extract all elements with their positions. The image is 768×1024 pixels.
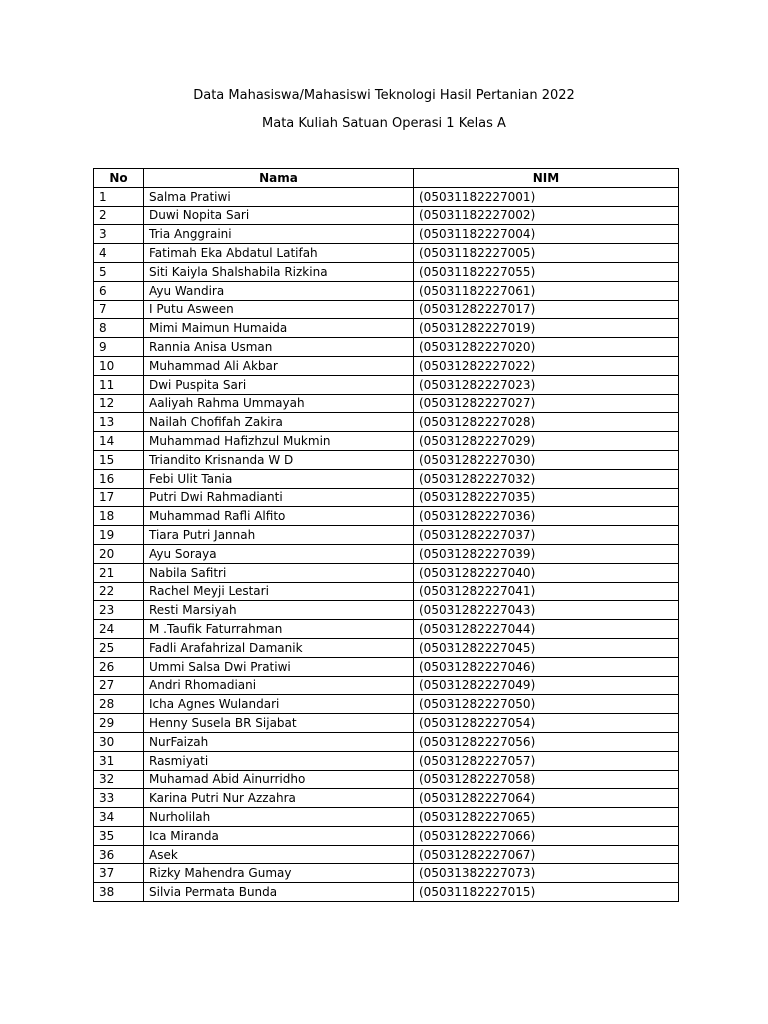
row-number: 1 bbox=[94, 187, 144, 206]
row-number: 16 bbox=[94, 469, 144, 488]
row-number: 28 bbox=[94, 695, 144, 714]
table-row bbox=[94, 676, 679, 695]
student-nim: (05031282227035) bbox=[414, 488, 679, 507]
student-nim: (05031282227056) bbox=[414, 732, 679, 751]
row-number: 21 bbox=[94, 563, 144, 582]
student-name: Ayu Soraya bbox=[144, 544, 414, 563]
student-name: Nabila Safitri bbox=[144, 563, 414, 582]
table-row bbox=[94, 300, 679, 319]
row-number: 15 bbox=[94, 450, 144, 469]
student-nim: (05031282227050) bbox=[414, 695, 679, 714]
student-name: Ica Miranda bbox=[144, 826, 414, 845]
row-number: 8 bbox=[94, 319, 144, 338]
table-row bbox=[94, 507, 679, 526]
document-title: Data Mahasiswa/Mahasiswi Teknologi Hasil Pertanian 2022 bbox=[193, 88, 575, 103]
table-row bbox=[94, 450, 679, 469]
student-name: I Putu Asween bbox=[144, 300, 414, 319]
header-nama: Nama bbox=[144, 169, 414, 188]
student-nim: (05031282227049) bbox=[414, 676, 679, 695]
student-name: Triandito Krisnanda W D bbox=[144, 450, 414, 469]
student-nim: (05031282227064) bbox=[414, 789, 679, 808]
row-number: 29 bbox=[94, 714, 144, 733]
student-name: Andri Rhomadiani bbox=[144, 676, 414, 695]
row-number: 18 bbox=[94, 507, 144, 526]
student-name: Nailah Chofifah Zakira bbox=[144, 413, 414, 432]
row-number: 19 bbox=[94, 526, 144, 545]
row-number: 17 bbox=[94, 488, 144, 507]
student-name: Icha Agnes Wulandari bbox=[144, 695, 414, 714]
table-body bbox=[94, 187, 679, 901]
row-number: 2 bbox=[94, 206, 144, 225]
table-row bbox=[94, 206, 679, 225]
student-name: Nurholilah bbox=[144, 808, 414, 827]
student-nim: (05031282227041) bbox=[414, 582, 679, 601]
row-number: 5 bbox=[94, 262, 144, 281]
student-nim: (05031282227028) bbox=[414, 413, 679, 432]
student-name: Tiara Putri Jannah bbox=[144, 526, 414, 545]
student-table bbox=[93, 168, 679, 902]
row-number: 12 bbox=[94, 394, 144, 413]
table-row bbox=[94, 714, 679, 733]
table-row bbox=[94, 526, 679, 545]
student-name: Aaliyah Rahma Ummayah bbox=[144, 394, 414, 413]
table-row bbox=[94, 883, 679, 902]
table-row bbox=[94, 413, 679, 432]
student-nim: (05031282227037) bbox=[414, 526, 679, 545]
table-row bbox=[94, 638, 679, 657]
student-nim: (05031282227046) bbox=[414, 657, 679, 676]
student-name: Rachel Meyji Lestari bbox=[144, 582, 414, 601]
table-row bbox=[94, 544, 679, 563]
table-row bbox=[94, 789, 679, 808]
row-number: 14 bbox=[94, 432, 144, 451]
student-nim: (05031282227066) bbox=[414, 826, 679, 845]
row-number: 31 bbox=[94, 751, 144, 770]
student-name: Fadli Arafahrizal Damanik bbox=[144, 638, 414, 657]
row-number: 10 bbox=[94, 356, 144, 375]
student-name: Ayu Wandira bbox=[144, 281, 414, 300]
student-name: Putri Dwi Rahmadianti bbox=[144, 488, 414, 507]
table-row bbox=[94, 262, 679, 281]
row-number: 3 bbox=[94, 225, 144, 244]
student-name: Rasmiyati bbox=[144, 751, 414, 770]
student-name: Ummi Salsa Dwi Pratiwi bbox=[144, 657, 414, 676]
student-name: Siti Kaiyla Shalshabila Rizkina bbox=[144, 262, 414, 281]
table-header bbox=[94, 169, 679, 188]
student-name: Resti Marsiyah bbox=[144, 601, 414, 620]
student-name: Salma Pratiwi bbox=[144, 187, 414, 206]
table-row bbox=[94, 582, 679, 601]
row-number: 6 bbox=[94, 281, 144, 300]
student-nim: (05031282227058) bbox=[414, 770, 679, 789]
student-nim: (05031282227054) bbox=[414, 714, 679, 733]
student-nim: (05031182227015) bbox=[414, 883, 679, 902]
student-name: Rizky Mahendra Gumay bbox=[144, 864, 414, 883]
table-row bbox=[94, 620, 679, 639]
table-row bbox=[94, 356, 679, 375]
student-nim: (05031282227043) bbox=[414, 601, 679, 620]
student-nim: (05031182227061) bbox=[414, 281, 679, 300]
row-number: 30 bbox=[94, 732, 144, 751]
student-nim: (05031282227036) bbox=[414, 507, 679, 526]
row-number: 36 bbox=[94, 845, 144, 864]
table-row bbox=[94, 695, 679, 714]
table-row bbox=[94, 751, 679, 770]
table-row bbox=[94, 187, 679, 206]
student-nim: (05031282227030) bbox=[414, 450, 679, 469]
table-row bbox=[94, 488, 679, 507]
row-number: 20 bbox=[94, 544, 144, 563]
row-number: 11 bbox=[94, 375, 144, 394]
student-nim: (05031282227023) bbox=[414, 375, 679, 394]
row-number: 7 bbox=[94, 300, 144, 319]
student-name: Silvia Permata Bunda bbox=[144, 883, 414, 902]
student-name: Karina Putri Nur Azzahra bbox=[144, 789, 414, 808]
table-row bbox=[94, 281, 679, 300]
table-row bbox=[94, 394, 679, 413]
student-nim: (05031282227067) bbox=[414, 845, 679, 864]
row-number: 34 bbox=[94, 808, 144, 827]
student-name: Tria Anggraini bbox=[144, 225, 414, 244]
student-nim: (05031282227039) bbox=[414, 544, 679, 563]
table-row bbox=[94, 225, 679, 244]
row-number: 37 bbox=[94, 864, 144, 883]
student-name: Muhammad Hafizhzul Mukmin bbox=[144, 432, 414, 451]
row-number: 33 bbox=[94, 789, 144, 808]
table-row bbox=[94, 732, 679, 751]
student-nim: (05031282227032) bbox=[414, 469, 679, 488]
student-nim: (05031282227045) bbox=[414, 638, 679, 657]
table-row bbox=[94, 375, 679, 394]
student-name: Fatimah Eka Abdatul Latifah bbox=[144, 244, 414, 263]
table-header-row bbox=[94, 169, 679, 188]
header-no: No bbox=[94, 169, 144, 188]
row-number: 23 bbox=[94, 601, 144, 620]
row-number: 13 bbox=[94, 413, 144, 432]
table-row bbox=[94, 808, 679, 827]
row-number: 25 bbox=[94, 638, 144, 657]
table-row bbox=[94, 338, 679, 357]
student-nim: (05031282227029) bbox=[414, 432, 679, 451]
student-nim: (05031282227017) bbox=[414, 300, 679, 319]
table-row bbox=[94, 469, 679, 488]
student-nim: (05031282227065) bbox=[414, 808, 679, 827]
header-nim: NIM bbox=[414, 169, 679, 188]
row-number: 4 bbox=[94, 244, 144, 263]
row-number: 22 bbox=[94, 582, 144, 601]
student-name: Febi Ulit Tania bbox=[144, 469, 414, 488]
row-number: 27 bbox=[94, 676, 144, 695]
student-nim: (05031282227040) bbox=[414, 563, 679, 582]
table-row bbox=[94, 319, 679, 338]
table-row bbox=[94, 244, 679, 263]
table-row bbox=[94, 657, 679, 676]
row-number: 38 bbox=[94, 883, 144, 902]
student-nim: (05031282227027) bbox=[414, 394, 679, 413]
student-nim: (05031282227019) bbox=[414, 319, 679, 338]
table-row bbox=[94, 601, 679, 620]
table-row bbox=[94, 770, 679, 789]
student-name: NurFaizah bbox=[144, 732, 414, 751]
row-number: 24 bbox=[94, 620, 144, 639]
student-name: M .Taufik Faturrahman bbox=[144, 620, 414, 639]
table-row bbox=[94, 563, 679, 582]
row-number: 32 bbox=[94, 770, 144, 789]
student-name: Henny Susela BR Sijabat bbox=[144, 714, 414, 733]
student-nim: (05031282227022) bbox=[414, 356, 679, 375]
student-name: Mimi Maimun Humaida bbox=[144, 319, 414, 338]
student-nim: (05031382227073) bbox=[414, 864, 679, 883]
table-row bbox=[94, 826, 679, 845]
student-nim: (05031182227004) bbox=[414, 225, 679, 244]
student-name: Muhammad Rafli Alfito bbox=[144, 507, 414, 526]
row-number: 35 bbox=[94, 826, 144, 845]
table-row bbox=[94, 845, 679, 864]
student-name: Asek bbox=[144, 845, 414, 864]
student-nim: (05031182227005) bbox=[414, 244, 679, 263]
row-number: 26 bbox=[94, 657, 144, 676]
student-nim: (05031282227044) bbox=[414, 620, 679, 639]
student-name: Duwi Nopita Sari bbox=[144, 206, 414, 225]
student-name: Muhammad Ali Akbar bbox=[144, 356, 414, 375]
student-name: Muhamad Abid Ainurridho bbox=[144, 770, 414, 789]
document-subtitle: Mata Kuliah Satuan Operasi 1 Kelas A bbox=[262, 116, 506, 131]
row-number: 9 bbox=[94, 338, 144, 357]
student-nim: (05031182227002) bbox=[414, 206, 679, 225]
student-nim: (05031282227057) bbox=[414, 751, 679, 770]
student-nim: (05031282227020) bbox=[414, 338, 679, 357]
table-row bbox=[94, 864, 679, 883]
student-nim: (05031182227001) bbox=[414, 187, 679, 206]
student-name: Dwi Puspita Sari bbox=[144, 375, 414, 394]
student-name: Rannia Anisa Usman bbox=[144, 338, 414, 357]
table-row bbox=[94, 432, 679, 451]
student-nim: (05031182227055) bbox=[414, 262, 679, 281]
